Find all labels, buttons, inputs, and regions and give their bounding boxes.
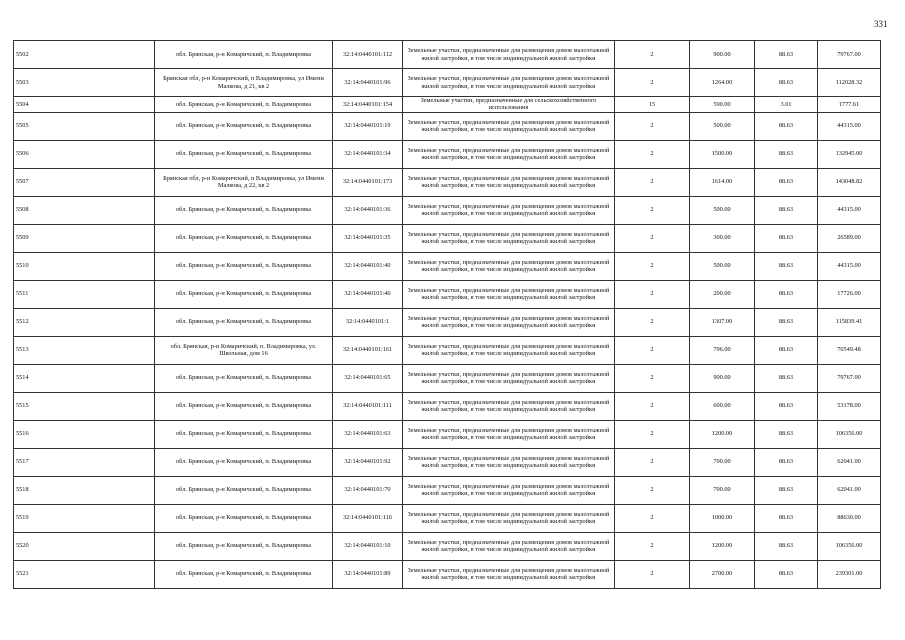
specific-value-cell: 88.63 (755, 476, 818, 504)
table-row (14, 112, 881, 140)
row-number: 5504 (14, 97, 155, 113)
cadastral-value-cell: 132945.00 (818, 140, 881, 168)
specific-value-cell: 88.63 (755, 41, 818, 69)
area-cell: 1614.00 (690, 168, 755, 196)
cadastral-number-cell: 32:14:0440101:112 (333, 41, 403, 69)
specific-value-cell: 88.63 (755, 140, 818, 168)
specific-value-cell: 88.63 (755, 532, 818, 560)
specific-value-cell: 3.01 (755, 97, 818, 113)
cadastral-number-cell: 32:14:0440101:10 (333, 532, 403, 560)
table-row (14, 532, 881, 560)
specific-value-cell: 88.63 (755, 336, 818, 364)
table-row (14, 69, 881, 97)
specific-value-cell: 88.63 (755, 364, 818, 392)
address-cell: Брянская обл, р-н Комаричский, п Владимировка, ул Имени Малкова, д 21, кв 2 (155, 69, 333, 97)
land-category-cell: Земельные участки, предназначенные для размещения домов малоэтажной жилой застройки, в том числе индивидуальной жилой застройки (403, 560, 615, 588)
area-cell: 590.00 (690, 97, 755, 113)
page-number: 331 (874, 19, 888, 29)
row-number: 5517 (14, 448, 155, 476)
cadastral-number-cell: 32:14:0440101:154 (333, 97, 403, 113)
area-cell: 500.00 (690, 112, 755, 140)
cadastral-value-cell: 239301.00 (818, 560, 881, 588)
row-number: 5506 (14, 140, 155, 168)
area-cell: 1307.00 (690, 308, 755, 336)
land-category-cell: Земельные участки, предназначенные для размещения домов малоэтажной жилой застройки, в том числе индивидуальной жилой застройки (403, 112, 615, 140)
address-cell: обл. Брянская, р-н Комаричский, п. Владимировка (155, 196, 333, 224)
row-number: 5508 (14, 196, 155, 224)
land-category-cell: Земельные участки, предназначенные для размещения домов малоэтажной жилой застройки, в том числе индивидуальной жилой застройки (403, 420, 615, 448)
cadastral-value-cell: 106356.00 (818, 420, 881, 448)
cadastral-number-cell: 32:14:0440101:35 (333, 224, 403, 252)
land-category-cell: Земельные участки, предназначенные для размещения домов малоэтажной жилой застройки, в том числе индивидуальной жилой застройки (403, 476, 615, 504)
area-cell: 1000.00 (690, 504, 755, 532)
cadastral-value-cell: 17726.00 (818, 280, 881, 308)
category-code-cell: 15 (615, 97, 690, 113)
cadastral-value-cell: 79767.00 (818, 41, 881, 69)
specific-value-cell: 88.63 (755, 252, 818, 280)
category-code-cell: 2 (615, 196, 690, 224)
table-row (14, 252, 881, 280)
land-category-cell: Земельные участки, предназначенные для размещения домов малоэтажной жилой застройки, в том числе индивидуальной жилой застройки (403, 69, 615, 97)
specific-value-cell: 88.63 (755, 448, 818, 476)
cadastral-value-cell: 106356.00 (818, 532, 881, 560)
cadastral-value-cell: 79767.00 (818, 364, 881, 392)
row-number: 5511 (14, 280, 155, 308)
address-cell: обл. Брянская, р-н Комаричский, п. Владимировка (155, 560, 333, 588)
category-code-cell: 2 (615, 504, 690, 532)
cadastral-value-cell: 62041.00 (818, 476, 881, 504)
table-row (14, 392, 881, 420)
table-row (14, 97, 881, 113)
address-cell: обл. Брянская, р-н Комаричский, п. Владимировка, ул. Школьная, дом 16 (155, 336, 333, 364)
land-category-cell: Земельные участки, предназначенные для размещения домов малоэтажной жилой застройки, в том числе индивидуальной жилой застройки (403, 224, 615, 252)
area-cell: 1264.00 (690, 69, 755, 97)
category-code-cell: 2 (615, 336, 690, 364)
address-cell: обл. Брянская, р-н Комаричский, п. Владимировка (155, 420, 333, 448)
table-row (14, 420, 881, 448)
cadastral-number-cell: 32:14:0440101:89 (333, 560, 403, 588)
cadastral-number-cell: 32:14:0440101:111 (333, 392, 403, 420)
cadastral-value-cell: 112028.32 (818, 69, 881, 97)
specific-value-cell: 88.63 (755, 196, 818, 224)
cadastral-number-cell: 32:14:0440101:96 (333, 69, 403, 97)
cadastral-number-cell: 32:14:0440101:92 (333, 448, 403, 476)
category-code-cell: 2 (615, 224, 690, 252)
cadastral-number-cell: 32:14:0440101:70 (333, 476, 403, 504)
cadastral-value-cell: 44315.00 (818, 252, 881, 280)
specific-value-cell: 88.63 (755, 112, 818, 140)
land-category-cell: Земельные участки, предназначенные для размещения домов малоэтажной жилой застройки, в том числе индивидуальной жилой застройки (403, 308, 615, 336)
cadastral-number-cell: 32:14:0440101:36 (333, 196, 403, 224)
cadastral-number-cell: 32:14:0440101:40 (333, 252, 403, 280)
table-row (14, 560, 881, 588)
area-cell: 2700.00 (690, 560, 755, 588)
row-number: 5518 (14, 476, 155, 504)
table-row (14, 336, 881, 364)
area-cell: 300.00 (690, 224, 755, 252)
address-cell: обл. Брянская, р-н Комаричский, п. Владимировка (155, 224, 333, 252)
cadastral-number-cell: 32:14:0440101:34 (333, 140, 403, 168)
area-cell: 500.00 (690, 252, 755, 280)
category-code-cell: 2 (615, 560, 690, 588)
category-code-cell: 2 (615, 41, 690, 69)
category-code-cell: 2 (615, 532, 690, 560)
address-cell: обл. Брянская, р-н Комаричский, п. Владимировка (155, 308, 333, 336)
specific-value-cell: 88.63 (755, 308, 818, 336)
land-category-cell: Земельные участки, предназначенные для размещения домов малоэтажной жилой застройки, в том числе индивидуальной жилой застройки (403, 392, 615, 420)
category-code-cell: 2 (615, 392, 690, 420)
address-cell: обл. Брянская, р-н Комаричский, п. Владимировка (155, 448, 333, 476)
cadastral-number-cell: 32:14:0440101:173 (333, 168, 403, 196)
address-cell: Брянская обл, р-н Комаричский, п Владимировка, ул Имени Малкова, д 22, кв 2 (155, 168, 333, 196)
specific-value-cell: 88.63 (755, 168, 818, 196)
land-category-cell: Земельные участки, предназначенные для размещения домов малоэтажной жилой застройки, в том числе индивидуальной жилой застройки (403, 41, 615, 69)
area-cell: 900.00 (690, 364, 755, 392)
cadastral-value-cell: 1777.61 (818, 97, 881, 113)
address-cell: обл. Брянская, р-н Комаричский, п. Владимировка (155, 140, 333, 168)
row-number: 5521 (14, 560, 155, 588)
row-number: 5515 (14, 392, 155, 420)
cadastral-number-cell: 32:14:0440101:63 (333, 420, 403, 448)
area-cell: 500.00 (690, 196, 755, 224)
specific-value-cell: 88.63 (755, 69, 818, 97)
row-number: 5507 (14, 168, 155, 196)
cadastral-value-cell: 62041.00 (818, 448, 881, 476)
specific-value-cell: 88.63 (755, 392, 818, 420)
table-row (14, 168, 881, 196)
address-cell: обл. Брянская, р-н Комаричский, п. Владимировка (155, 252, 333, 280)
cadastral-number-cell: 32:14:0440101:1 (333, 308, 403, 336)
area-cell: 200.00 (690, 280, 755, 308)
cadastral-value-cell: 70549.48 (818, 336, 881, 364)
specific-value-cell: 88.63 (755, 560, 818, 588)
cadastral-number-cell: 32:14:0440101:65 (333, 364, 403, 392)
address-cell: обл. Брянская, р-н Комаричский, п. Владимировка (155, 504, 333, 532)
row-number: 5502 (14, 41, 155, 69)
area-cell: 600.00 (690, 392, 755, 420)
category-code-cell: 2 (615, 420, 690, 448)
cadastral-value-cell: 115839.41 (818, 308, 881, 336)
address-cell: обл. Брянская, р-н Комаричский, п. Владимировка (155, 364, 333, 392)
land-category-cell: Земельные участки, предназначенные для размещения домов малоэтажной жилой застройки, в том числе индивидуальной жилой застройки (403, 280, 615, 308)
address-cell: обл. Брянская, р-н Комаричский, п. Владимировка (155, 112, 333, 140)
cadastral-value-cell: 44315.00 (818, 196, 881, 224)
category-code-cell: 2 (615, 112, 690, 140)
category-code-cell: 2 (615, 476, 690, 504)
cadastral-number-cell: 32:14:0440101:116 (333, 504, 403, 532)
table-body (14, 41, 881, 589)
specific-value-cell: 88.63 (755, 224, 818, 252)
row-number: 5509 (14, 224, 155, 252)
land-category-cell: Земельные участки, предназначенные для размещения домов малоэтажной жилой застройки, в том числе индивидуальной жилой застройки (403, 140, 615, 168)
land-category-cell: Земельные участки, предназначенные для размещения домов малоэтажной жилой застройки, в том числе индивидуальной жилой застройки (403, 504, 615, 532)
area-cell: 796.00 (690, 336, 755, 364)
address-cell: обл. Брянская, р-н Комаричский, п. Владимировка (155, 97, 333, 113)
area-cell: 900.00 (690, 41, 755, 69)
land-category-cell: Земельные участки, предназначенные для размещения домов малоэтажной жилой застройки, в том числе индивидуальной жилой застройки (403, 336, 615, 364)
land-category-cell: Земельные участки, предназначенные для размещения домов малоэтажной жилой застройки, в том числе индивидуальной жилой застройки (403, 364, 615, 392)
row-number: 5520 (14, 532, 155, 560)
category-code-cell: 2 (615, 140, 690, 168)
table-row (14, 280, 881, 308)
area-cell: 1500.00 (690, 140, 755, 168)
area-cell: 700.00 (690, 476, 755, 504)
land-category-cell: Земельные участки, предназначенные для размещения домов малоэтажной жилой застройки, в том числе индивидуальной жилой застройки (403, 196, 615, 224)
category-code-cell: 2 (615, 168, 690, 196)
table-row (14, 308, 881, 336)
area-cell: 1200.00 (690, 532, 755, 560)
area-cell: 700.00 (690, 448, 755, 476)
land-category-cell: Земельные участки, предназначенные для размещения домов малоэтажной жилой застройки, в том числе индивидуальной жилой застройки (403, 532, 615, 560)
row-number: 5513 (14, 336, 155, 364)
land-category-cell: Земельные участки, предназначенные для размещения домов малоэтажной жилой застройки, в том числе индивидуальной жилой застройки (403, 252, 615, 280)
address-cell: обл. Брянская, р-н Комаричский, п. Владимировка (155, 476, 333, 504)
cadastral-number-cell: 32:14:0440101:46 (333, 280, 403, 308)
category-code-cell: 2 (615, 69, 690, 97)
address-cell: обл. Брянская, р-н Комаричский, п. Владимировка (155, 392, 333, 420)
row-number: 5503 (14, 69, 155, 97)
row-number: 5516 (14, 420, 155, 448)
table-row (14, 140, 881, 168)
address-cell: обл. Брянская, р-н Комаричский, п. Владимировка (155, 532, 333, 560)
row-number: 5512 (14, 308, 155, 336)
address-cell: обл. Брянская, р-н Комаричский, п. Владимировка (155, 280, 333, 308)
category-code-cell: 2 (615, 252, 690, 280)
specific-value-cell: 88.63 (755, 280, 818, 308)
cadastral-value-cell: 44315.00 (818, 112, 881, 140)
land-category-cell: Земельные участки, предназначенные для сельскохозяйственного использования (403, 97, 615, 113)
row-number: 5510 (14, 252, 155, 280)
specific-value-cell: 88.63 (755, 504, 818, 532)
category-code-cell: 2 (615, 448, 690, 476)
table-row (14, 476, 881, 504)
table-row (14, 41, 881, 69)
row-number: 5519 (14, 504, 155, 532)
cadastral-number-cell: 32:14:0440101:161 (333, 336, 403, 364)
row-number: 5505 (14, 112, 155, 140)
land-category-cell: Земельные участки, предназначенные для размещения домов малоэтажной жилой застройки, в том числе индивидуальной жилой застройки (403, 168, 615, 196)
cadastral-value-cell: 26589.00 (818, 224, 881, 252)
cadastral-value-cell: 88630.00 (818, 504, 881, 532)
address-cell: обл. Брянская, р-н Комаричский, п. Владимировка (155, 41, 333, 69)
cadastral-number-cell: 32:14:0440101:19 (333, 112, 403, 140)
land-registry-table (13, 40, 881, 589)
table-row (14, 224, 881, 252)
specific-value-cell: 88.63 (755, 420, 818, 448)
cadastral-value-cell: 143048.82 (818, 168, 881, 196)
table-row (14, 364, 881, 392)
area-cell: 1200.00 (690, 420, 755, 448)
category-code-cell: 2 (615, 308, 690, 336)
category-code-cell: 2 (615, 280, 690, 308)
row-number: 5514 (14, 364, 155, 392)
table-row (14, 504, 881, 532)
table-row (14, 448, 881, 476)
land-category-cell: Земельные участки, предназначенные для размещения домов малоэтажной жилой застройки, в том числе индивидуальной жилой застройки (403, 448, 615, 476)
category-code-cell: 2 (615, 364, 690, 392)
table-row (14, 196, 881, 224)
cadastral-value-cell: 53178.00 (818, 392, 881, 420)
